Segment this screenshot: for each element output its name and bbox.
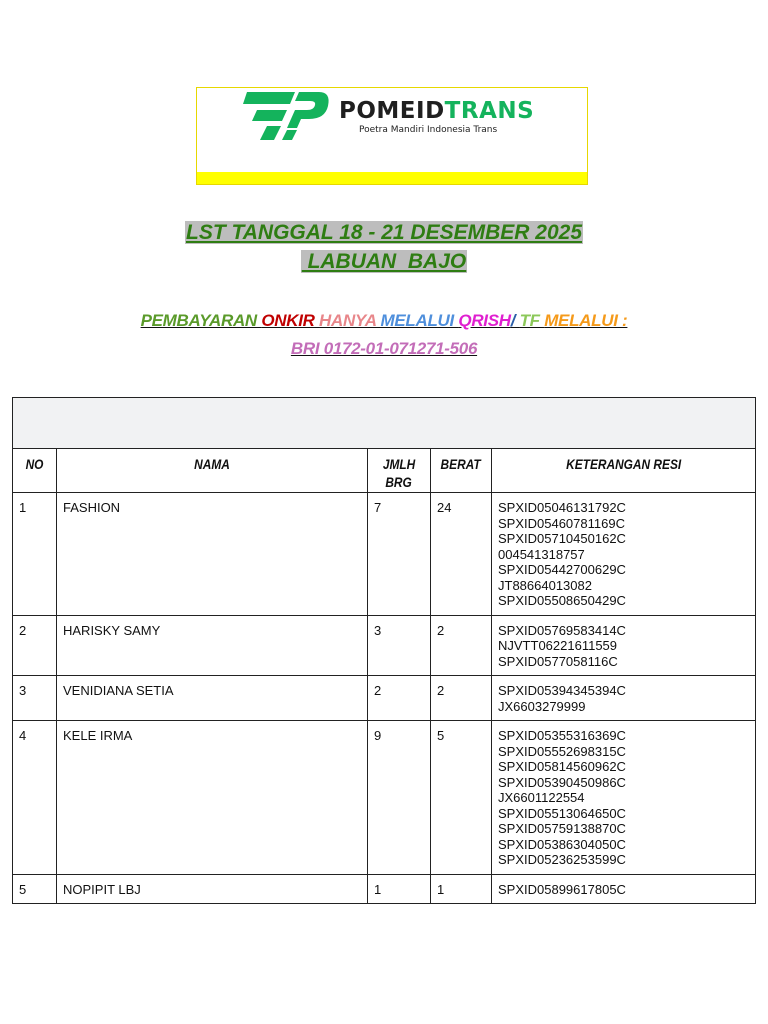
title-location-text: LABUAN BAJO [301,250,467,273]
cell-keterangan-resi [492,874,756,904]
header-jmlh-brg: JMLH BRG [368,449,431,493]
resi-code: SPXID05390450986C [498,774,626,790]
resi-code: SPXID05442700629C [498,562,626,577]
header-keterangan-resi: KETERANGAN RESI [492,449,756,493]
brand-tagline: Poetra Mandiri Indonesia Trans [359,125,498,135]
resi-code: SPXID0577058116C [498,653,618,669]
resi-code: 004541318757 [498,546,585,562]
cell-no: 1 [13,493,57,616]
payment-word-3: MELALUI [380,311,459,330]
brand-name-part1: POMEID [339,98,445,124]
resi-code: SPXID05386304050C [498,836,626,852]
cell-keterangan-resi [492,615,756,676]
cell-berat: 2 [431,615,492,676]
title-location [0,250,768,274]
cell-no: 5 [13,874,57,904]
cell-jmlh: 9 [368,721,431,875]
cell-nama: NOPIPIT LBJ [57,874,368,904]
cell-berat: 1 [431,874,492,904]
resi-code: SPXID05769583414C [498,622,626,638]
resi-code: SPXID05508650429C [498,593,626,608]
payment-word-7: MELALUI : [544,311,628,330]
cell-berat: 5 [431,721,492,875]
header-nama: NAMA [57,449,368,493]
table-row [13,676,756,721]
resi-code: JX6603279999 [498,698,586,714]
resi-code: SPXID05899617805C [498,881,626,897]
table-row [13,721,756,875]
resi-code: SPXID05759138870C [498,821,626,836]
header-no: NO [13,449,57,493]
bank-account-number: BRI 0172-01-071271-506 [290,339,478,358]
cell-nama: KELE IRMA [57,721,368,875]
payment-word-0: PEMBAYARAN [140,311,262,330]
resi-code: SPXID05046131792C [498,500,626,515]
cell-no: 4 [13,721,57,875]
resi-code: SPXID05394345394C [498,683,626,698]
table-row [13,493,756,616]
cell-keterangan-resi [492,721,756,875]
brand-name-part2: TRANS [444,98,535,124]
cell-jmlh: 2 [368,676,431,721]
cell-jmlh: 3 [368,615,431,676]
table-header-row [13,449,756,493]
header-berat: BERAT [431,449,492,493]
payment-word-2: HANYA [319,311,381,330]
cell-nama: VENIDIANA SETIA [57,676,368,721]
brand-name [339,98,534,124]
cell-keterangan-resi [492,493,756,616]
payment-word-4: QRISH [458,311,511,330]
table-row [13,874,756,904]
resi-code: SPXID05513064650C [498,805,626,821]
payment-note [0,311,768,331]
logo-yellow-strip [197,172,587,184]
payment-account [0,339,768,359]
resi-code: SPXID05814560962C [498,759,626,774]
title-date [0,221,768,245]
cell-keterangan-resi [492,676,756,721]
shipment-table [12,397,756,904]
company-logo-banner [196,87,588,185]
resi-code: SPXID05710450162C [498,531,626,546]
cell-nama: HARISKY SAMY [57,615,368,676]
resi-code: SPXID05236253599C [498,852,626,867]
resi-code: JX6601122554 [498,790,585,805]
cell-berat: 24 [431,493,492,616]
cell-no: 2 [13,615,57,676]
pomeidtrans-logo-icon [243,88,333,144]
resi-code: NJVTT06221611559 [498,638,618,653]
title-date-text: LST TANGGAL 18 - 21 DESEMBER 2025 [186,221,582,244]
resi-code: SPXID05460781169C [498,515,625,531]
payment-word-5: / [510,311,520,330]
cell-jmlh: 7 [368,493,431,616]
cell-berat: 2 [431,676,492,721]
payment-word-6: TF [519,311,545,330]
resi-code: SPXID05355316369C [498,728,626,743]
resi-code: JT88664013082 [498,577,592,593]
table-top-band [13,398,756,449]
cell-nama: FASHION [57,493,368,616]
payment-word-1: ONKIR [261,311,320,330]
cell-no: 3 [13,676,57,721]
resi-code: SPXID05552698315C [498,743,626,759]
cell-jmlh: 1 [368,874,431,904]
table-row [13,615,756,676]
